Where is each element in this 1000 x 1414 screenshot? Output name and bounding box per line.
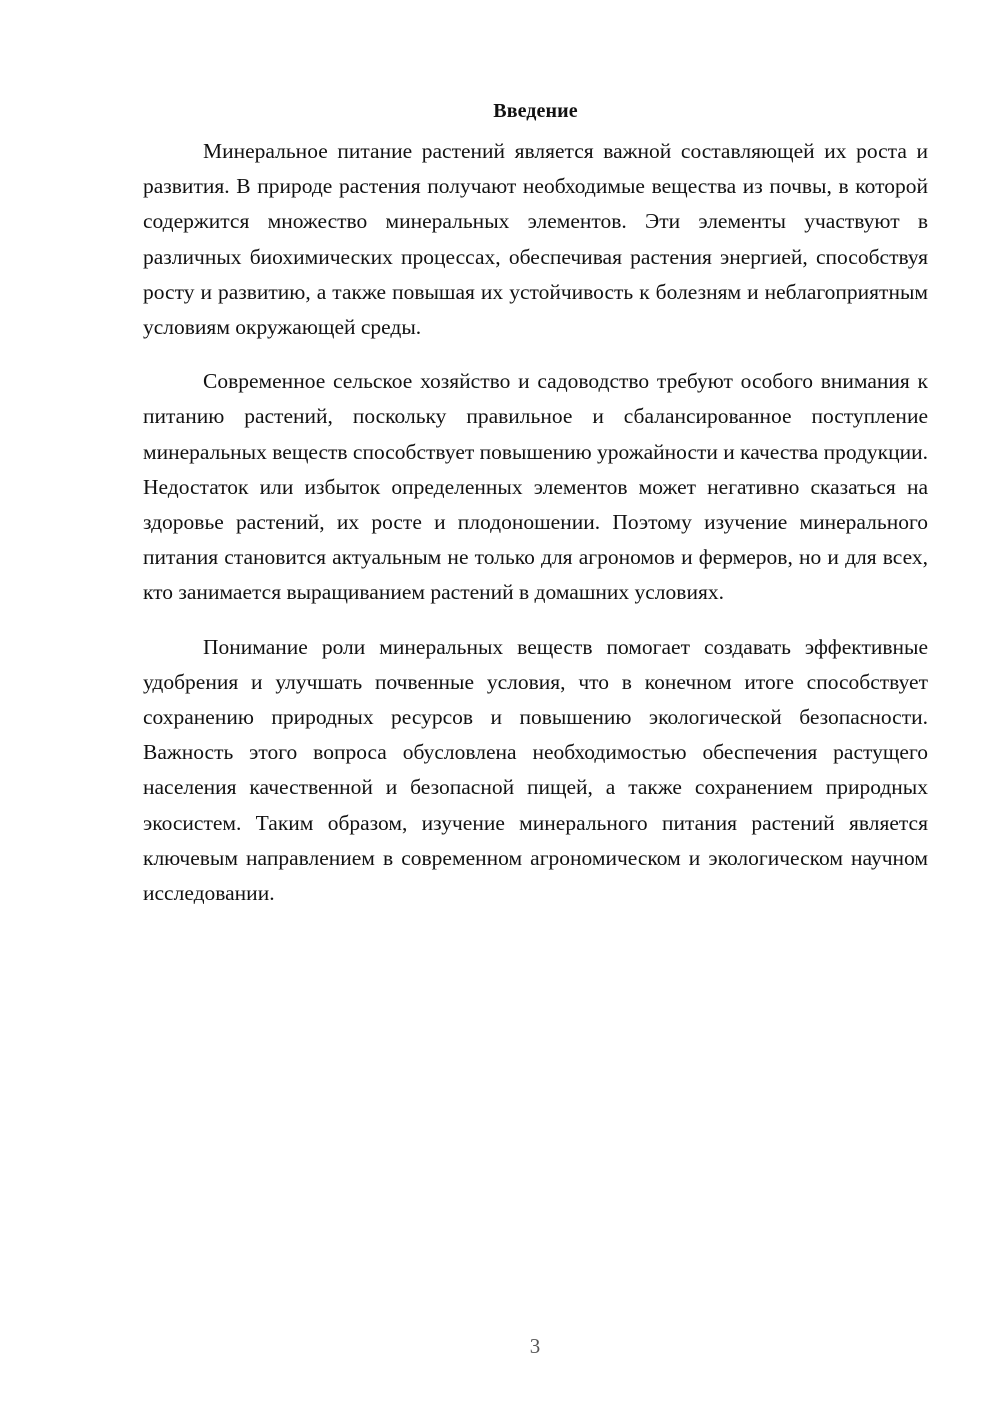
- paragraph-3: Понимание роли минеральных веществ помогает создавать эффективные удобрения и улучшать почвенные условия, что в конечном итоге способствует сохранению природных ресурсов и повышению экологической безопасности. Важность этого вопроса обусловлена необходимостью обеспечения растущего населения качественной и безопасной пищей, а также сохранением природных экосистем. Таким образом, изучение минерального питания растений является ключевым направлением в современном агрономическом и экологическом научном исследовании.: [143, 634, 928, 906]
- page-number: 3: [529, 1334, 541, 1358]
- paragraph-2: Современное сельское хозяйство и садоводство требуют особого внимания к питанию растений, поскольку правильное и сбалансированное поступление минеральных веществ способствует повышению урожайности и качества продукции. Недостаток или избыток определенных элементов может негативно сказаться на здоровье растений, их росте и плодоношении. Поэтому изучение минерального питания становится актуальным не только для агрономов и фермеров, но и для всех, кто занимается выращиванием растений в домашних условиях.: [143, 369, 928, 605]
- section-title: Введение: [493, 100, 578, 122]
- paragraph-1: Минеральное питание растений является важной составляющей их роста и развития. В природе растения получают необходимые вещества из почвы, в которой содержится множество минеральных элементов. Эти элементы участвуют в различных биохимических процессах, обеспечивая растения энергией, способствуя росту и развитию, а также повышая их устойчивость к болезням и неблагоприятным условиям окружающей среды.: [143, 139, 928, 340]
- page-content: [143, 97, 928, 930]
